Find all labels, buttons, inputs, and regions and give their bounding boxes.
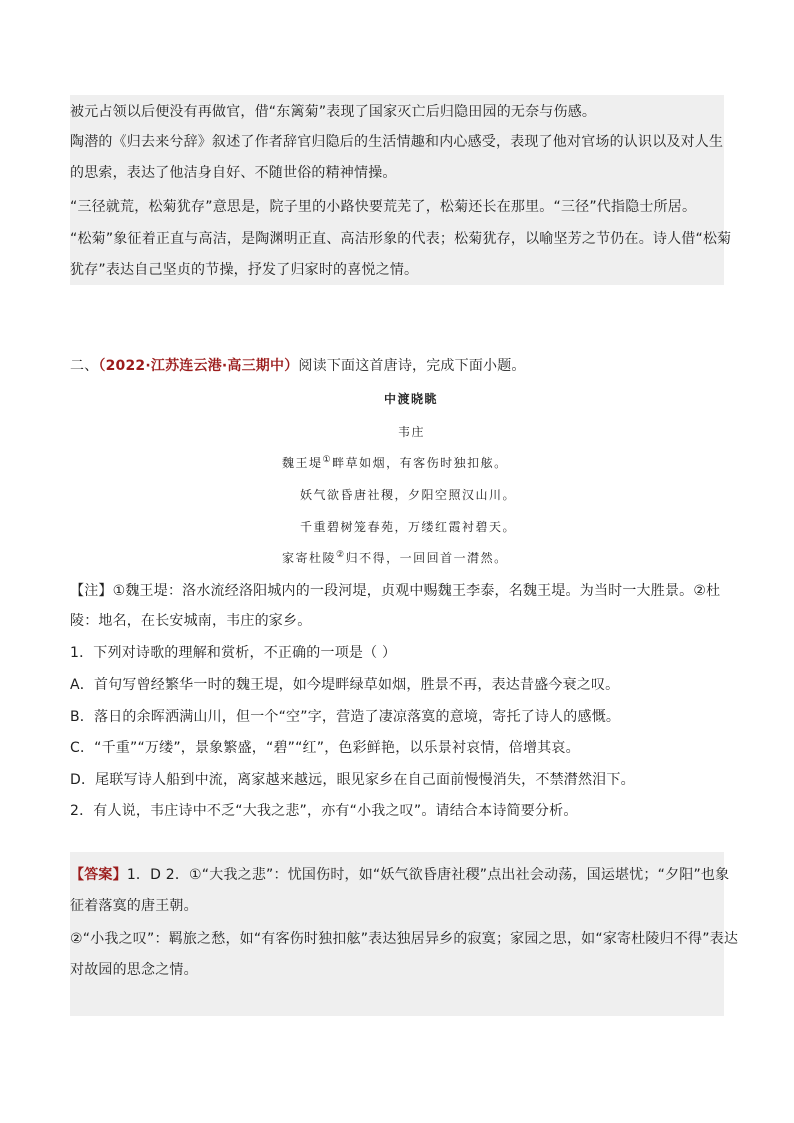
- option-d: D．尾联写诗人船到中流，离家越来越远，眼见家乡在自己面前慢慢消失，不禁潸然泪下。: [70, 772, 635, 788]
- sub-question-1: 1．下列对诗歌的理解和赏析，不正确的一项是（ ）: [70, 645, 397, 661]
- option-b: B．落日的余晖洒满山川，但一个“空”字，营造了凄凉落寞的意境，寄托了诗人的感慨。: [70, 709, 621, 725]
- note-line: 【注】①魏王堤：洛水流经洛阳城内的一段河堤，贞观中赐魏王李泰，名魏王堤。为当时一大胜景。②杜: [70, 583, 721, 599]
- box-text-line: 犹存”表达自己坚贞的节操，抒发了归家时的喜悦之情。: [70, 262, 419, 278]
- question-instruction: 阅读下面这首唐诗，完成下面小题。: [298, 358, 526, 374]
- box-text-line: “松菊”象征着正直与高洁，是陶渊明正直、高洁形象的代表；松菊犹存，以喻坚芳之节仍在。诗人借“松菊: [70, 231, 732, 247]
- answer-line: 【答案】1．D 2．①“大我之悲”：忧国伤时，如“妖气欲昏唐社稷”点出社会动荡，国运堪忧；“夕阳”也象: [70, 867, 730, 883]
- poem-line: 魏王堤①畔草如烟，有客伤时独扣舷。: [282, 455, 508, 470]
- poem-author: 韦庄: [398, 425, 426, 439]
- answer-continuation-box: [70, 95, 724, 285]
- poem-title: 中渡晓眺: [384, 392, 439, 406]
- answer-line: ②“小我之叹”：羁旅之愁，如“有客伤时独扣舷”表达独居异乡的寂寞；家园之思，如“家寄杜陵归不得”表达: [70, 931, 739, 947]
- question-source: （2022·江苏连云港·高三期中）: [98, 358, 299, 374]
- footnote-mark: ②: [336, 550, 346, 560]
- answer-line: 征着落寞的唐王朝。: [70, 898, 198, 914]
- box-text-line: “三径就荒，松菊犹存”意思是，院子里的小路快要荒芜了，松菊还长在那里。“三径”代指隐士所居。: [70, 199, 697, 215]
- poem-line: 千重碧树笼春苑，万缕红霞衬碧天。: [300, 520, 517, 534]
- option-a: A．首句写曾经繁华一时的魏王堤，如今堤畔绿草如烟，胜景不再，表达昔盛今衰之叹。: [70, 677, 620, 693]
- question-number: 二、: [70, 358, 99, 374]
- option-c: C．“千重”“万缕”，景象繁盛，“碧”“红”，色彩鲜艳，以乐景衬哀情，倍增其哀。: [70, 740, 580, 756]
- box-text-line: 被元占领以后便没有再做官，借“东篱菊”表现了国家灭亡后归隐田园的无奈与伤感。: [70, 104, 597, 120]
- poem-line: 妖气欲昏唐社稷，夕阳空照汉山川。: [300, 488, 517, 502]
- box-text-line: 的思索，表达了他洁身自好、不随世俗的精神情操。: [70, 165, 397, 181]
- box-text-line: 陶潜的《归去来兮辞》叙述了作者辞官归隐后的生活情趣和内心感受，表现了他对官场的认识以及对人生: [70, 134, 724, 150]
- footnote-mark: ①: [322, 455, 333, 465]
- answer-label: 【答案】: [70, 867, 127, 883]
- poem-line: 家寄杜陵②归不得，一回回首一潸然。: [282, 550, 508, 565]
- question-heading: [70, 355, 526, 377]
- sub-question-2: 2．有人说，韦庄诗中不乏“大我之悲”，亦有“小我之叹”。请结合本诗简要分析。: [70, 803, 578, 819]
- answer-line: 对故园的思念之情。: [70, 962, 198, 978]
- note-line: 陵：地名，在长安城南，韦庄的家乡。: [70, 613, 312, 629]
